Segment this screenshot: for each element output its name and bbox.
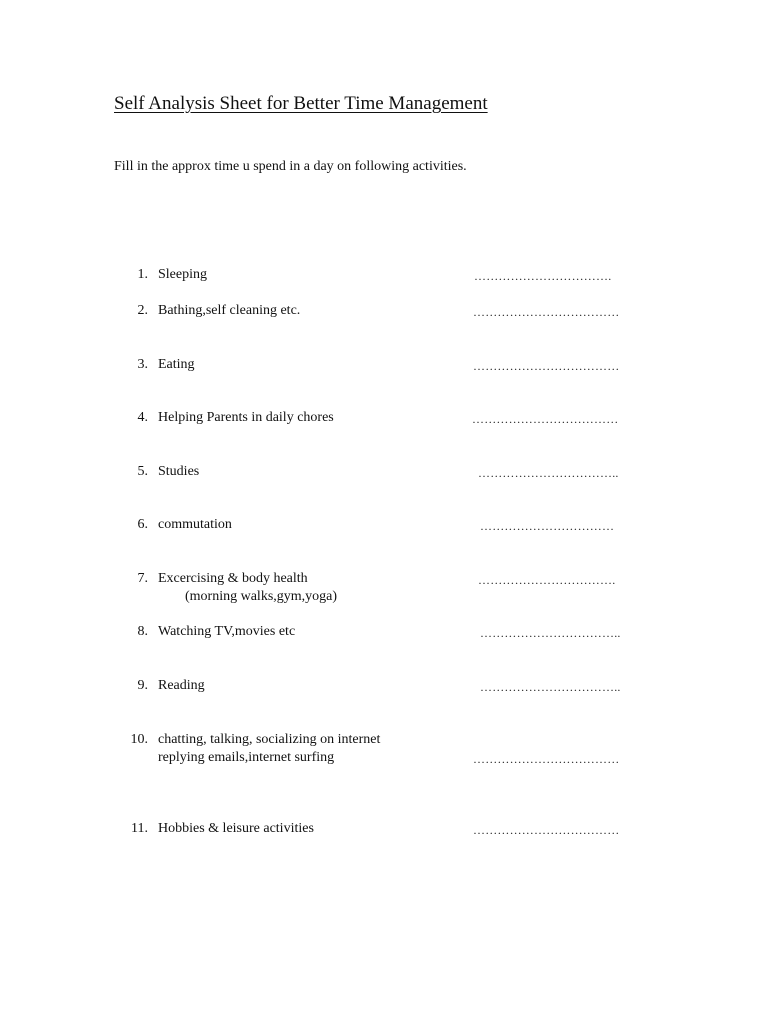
answer-blank[interactable]: ……………………………	[480, 519, 615, 533]
answer-blank[interactable]: …………………………….	[478, 573, 616, 587]
item-number: 11.	[131, 821, 148, 836]
answer-blank[interactable]: …………………………….	[474, 269, 612, 283]
item-label: Bathing,self cleaning etc.	[158, 303, 301, 318]
item-number: 1.	[137, 267, 148, 282]
item-number: 4.	[137, 410, 148, 425]
answer-blank[interactable]: ……………………………..	[480, 626, 621, 640]
item-label: Excercising & body health	[158, 571, 308, 586]
item-number: 3.	[137, 357, 148, 372]
item-label: Studies	[158, 464, 200, 479]
item-number: 8.	[137, 624, 148, 639]
item-label: Helping Parents in daily chores	[158, 410, 334, 425]
answer-blank[interactable]: ………………………………	[473, 752, 620, 766]
item-number: 10.	[130, 732, 148, 747]
answer-blank[interactable]: ………………………………	[473, 359, 620, 373]
item-label: commutation	[158, 517, 232, 532]
instructions-text: Fill in the approx time u spend in a day on following activities.	[114, 159, 467, 174]
answer-blank[interactable]: ………………………………	[473, 823, 620, 837]
item-label: Eating	[158, 357, 195, 372]
item-label: Reading	[158, 678, 205, 693]
answer-blank[interactable]: ………………………………	[473, 305, 620, 319]
item-number: 5.	[137, 464, 148, 479]
item-label: Hobbies & leisure activities	[158, 821, 314, 836]
item-label: Sleeping	[158, 267, 207, 282]
item-number: 2.	[137, 303, 148, 318]
page-title: Self Analysis Sheet for Better Time Management	[114, 93, 488, 114]
item-number: 7.	[137, 571, 148, 586]
item-number: 9.	[137, 678, 148, 693]
item-sublabel: (morning walks,gym,yoga)	[185, 589, 338, 604]
item-sublabel: replying emails,internet surfing	[158, 750, 335, 765]
answer-blank[interactable]: ………………………………	[472, 412, 619, 426]
item-label: chatting, talking, socializing on internet	[158, 732, 381, 747]
answer-blank[interactable]: ……………………………..	[480, 680, 621, 694]
item-number: 6.	[137, 517, 148, 532]
answer-blank[interactable]: ……………………………..	[478, 466, 619, 480]
item-label: Watching TV,movies etc	[158, 624, 296, 639]
